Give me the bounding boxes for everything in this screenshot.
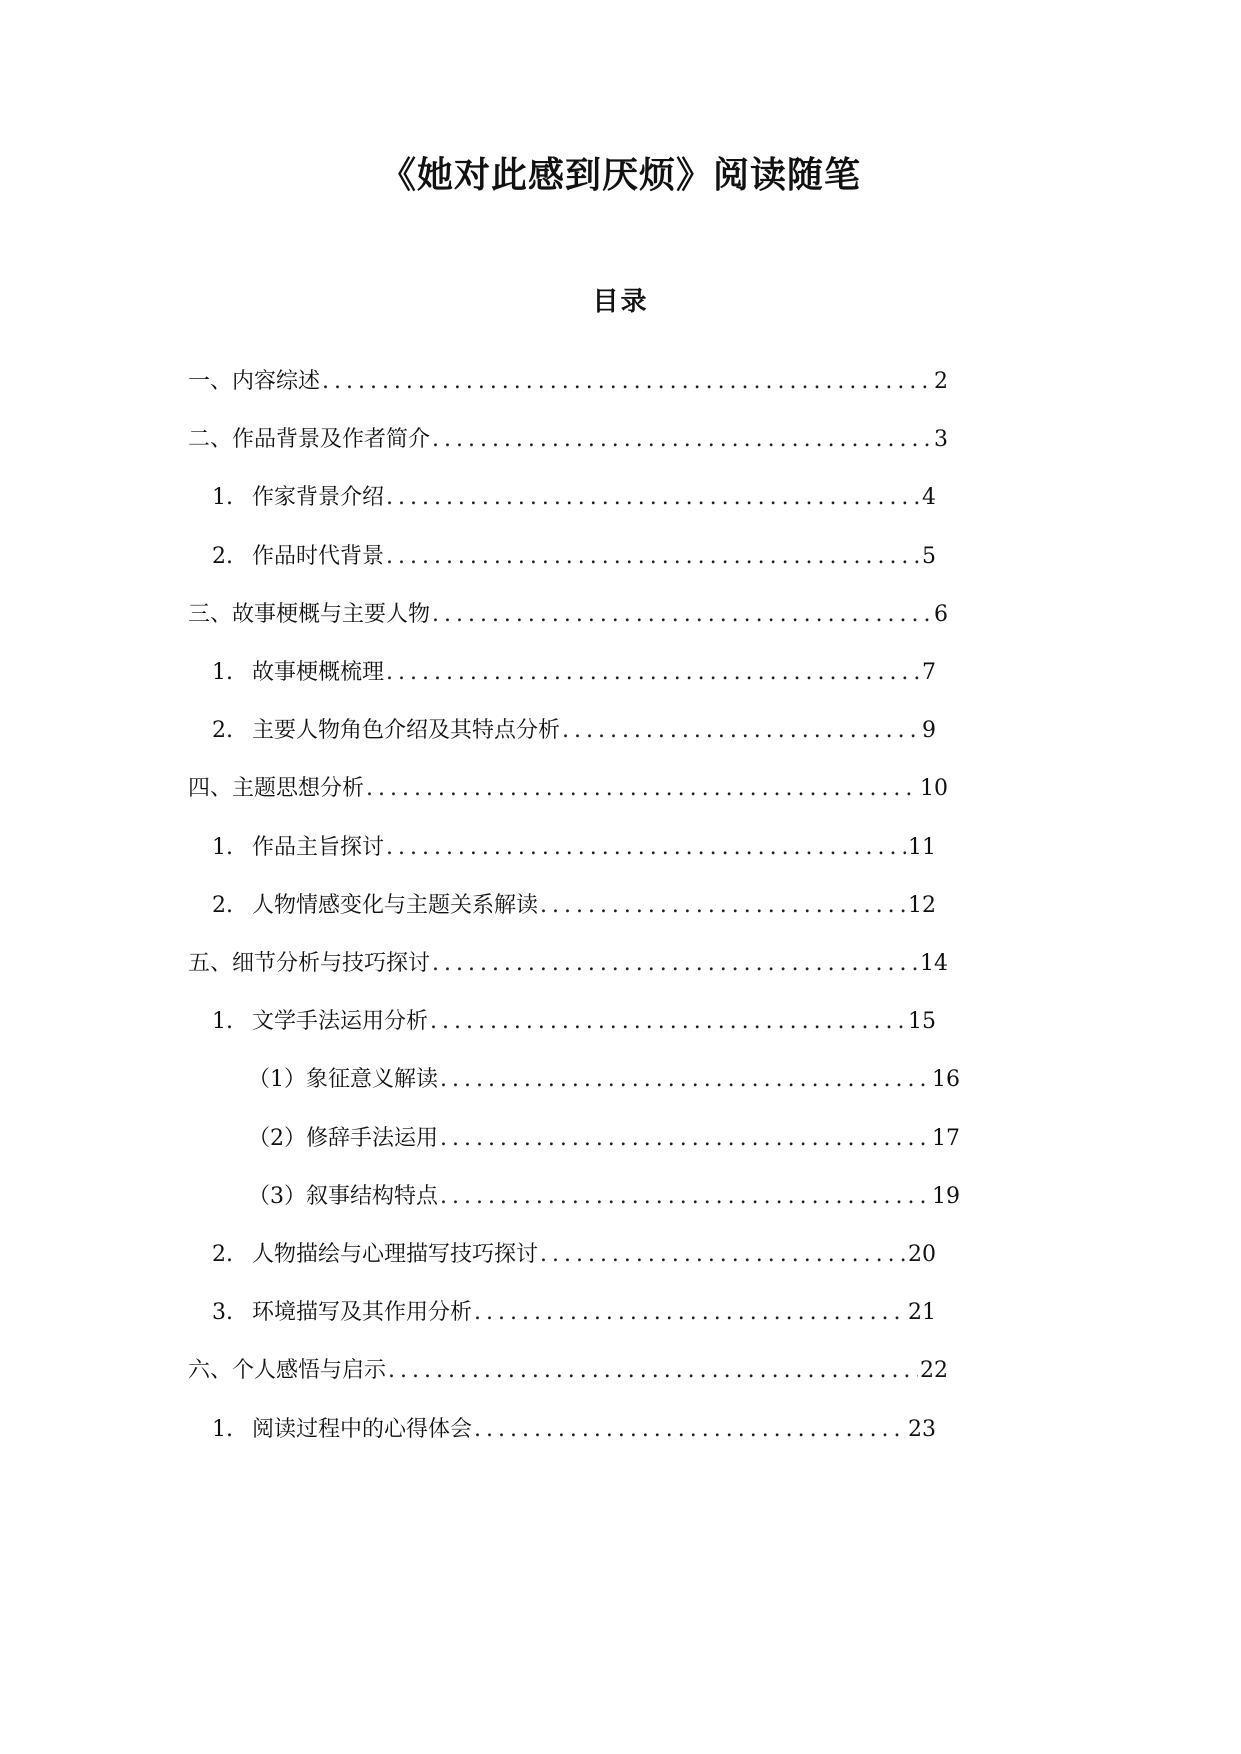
toc-dot-leader [440, 1119, 930, 1159]
toc-dot-leader [562, 711, 920, 751]
toc-entry-page-number: 2 [934, 369, 948, 394]
toc-entry-label: （1）象征意义解读 [248, 1067, 438, 1093]
toc-entry[interactable] [212, 1002, 936, 1042]
toc-dot-leader [540, 886, 906, 926]
toc-heading: 目录 [592, 287, 649, 317]
toc-entry-number: 1. [212, 1009, 233, 1035]
toc-entry-number: 2. [212, 718, 233, 744]
toc-dot-leader [474, 1410, 906, 1450]
toc-entry-page-number: 9 [922, 718, 936, 744]
toc-entry-label: 阅读过程中的心得体会 [252, 1416, 473, 1442]
toc-entry[interactable] [212, 1293, 936, 1333]
toc-entry-label: 故事梗概梳理 [252, 660, 385, 685]
toc-entry-page-number: 7 [922, 660, 936, 685]
toc-dot-leader [430, 1002, 906, 1042]
toc-entry[interactable] [248, 1119, 960, 1159]
toc-entry-page-number: 19 [932, 1183, 960, 1209]
toc-entry-page-number: 4 [922, 485, 936, 511]
toc-entry-page-number: 16 [932, 1067, 960, 1093]
toc-entry[interactable] [188, 420, 948, 460]
toc-entry[interactable] [248, 1177, 960, 1217]
toc-entry[interactable] [212, 828, 936, 868]
toc-entry-label: 环境描写及其作用分析 [252, 1300, 473, 1326]
toc-entry-number: 2. [212, 543, 233, 569]
toc-entry-label: 四、主题思想分析 [188, 776, 365, 802]
toc-dot-leader [388, 1351, 918, 1391]
toc-entry-number: 2. [212, 1242, 233, 1267]
toc-entry-label: 作品时代背景 [252, 543, 385, 569]
toc-entry-page-number: 5 [922, 543, 936, 569]
toc-dot-leader [386, 537, 920, 577]
toc-entry-number: 1. [212, 834, 233, 860]
toc-entry-label: 五、细节分析与技巧探讨 [188, 951, 431, 976]
toc-entry-label: 作品主旨探讨 [252, 834, 385, 860]
toc-entry-label: 二、作品背景及作者简介 [188, 427, 431, 453]
toc-entry[interactable] [212, 653, 936, 693]
toc-dot-leader [386, 828, 906, 868]
toc-dot-leader [322, 362, 932, 402]
toc-entry[interactable] [188, 362, 948, 402]
toc-entry-page-number: 14 [920, 951, 948, 976]
toc-dot-leader [440, 1060, 930, 1100]
toc-dot-leader [386, 478, 920, 518]
toc-entry-page-number: 12 [908, 892, 936, 918]
toc-entry-page-number: 6 [934, 601, 948, 627]
toc-entry-label: 人物描绘与心理描写技巧探讨 [252, 1242, 539, 1267]
toc-dot-leader [366, 769, 918, 809]
toc-entry[interactable] [212, 478, 936, 518]
toc-entry-page-number: 21 [908, 1300, 936, 1326]
toc-entry-label: （3）叙事结构特点 [248, 1183, 438, 1209]
toc-entry[interactable] [188, 1351, 948, 1391]
toc-entry[interactable] [188, 595, 948, 635]
toc-entry-page-number: 22 [920, 1358, 948, 1384]
toc-entry-page-number: 11 [908, 834, 936, 860]
toc-dot-leader [386, 653, 920, 693]
toc-entry-page-number: 17 [932, 1125, 960, 1151]
toc-entry[interactable] [188, 769, 948, 809]
document-title: 《她对此感到厌烦》阅读随笔 [379, 155, 861, 196]
toc-entry[interactable] [248, 1060, 960, 1100]
toc-dot-leader [540, 1235, 906, 1275]
toc-entry[interactable] [212, 537, 936, 577]
toc-dot-leader [432, 944, 918, 984]
toc-entry-page-number: 10 [920, 776, 948, 802]
toc-dot-leader [440, 1177, 930, 1217]
toc-dot-leader [474, 1293, 906, 1333]
toc-entry[interactable] [212, 1235, 936, 1275]
toc-entry[interactable] [212, 711, 936, 751]
toc-entry-label: 一、内容综述 [188, 369, 321, 394]
toc-entry-number: 1. [212, 485, 233, 511]
toc-entry-page-number: 23 [908, 1416, 936, 1442]
toc-entry[interactable] [212, 1410, 936, 1450]
toc-entry-number: 2. [212, 892, 233, 918]
toc-entry-label: 人物情感变化与主题关系解读 [252, 892, 539, 918]
toc-dot-leader [432, 595, 932, 635]
toc-entry-number: 1. [212, 1416, 233, 1442]
toc-entry[interactable] [212, 886, 936, 926]
toc-entry[interactable] [188, 944, 948, 984]
toc-entry-number: 1. [212, 660, 233, 685]
toc-entry-page-number: 20 [908, 1242, 936, 1267]
toc-entry-number: 3. [212, 1300, 233, 1326]
toc-dot-leader [432, 420, 932, 460]
toc-entry-label: 六、个人感悟与启示 [188, 1358, 387, 1384]
toc-entry-label: 作家背景介绍 [252, 485, 385, 511]
toc-entry-label: 三、故事梗概与主要人物 [188, 601, 431, 627]
toc-entry-label: （2）修辞手法运用 [248, 1125, 438, 1151]
toc-entry-page-number: 3 [934, 427, 948, 453]
toc-entry-label: 主要人物角色介绍及其特点分析 [252, 718, 561, 744]
toc-entry-label: 文学手法运用分析 [252, 1009, 429, 1035]
toc-entry-page-number: 15 [908, 1009, 936, 1035]
